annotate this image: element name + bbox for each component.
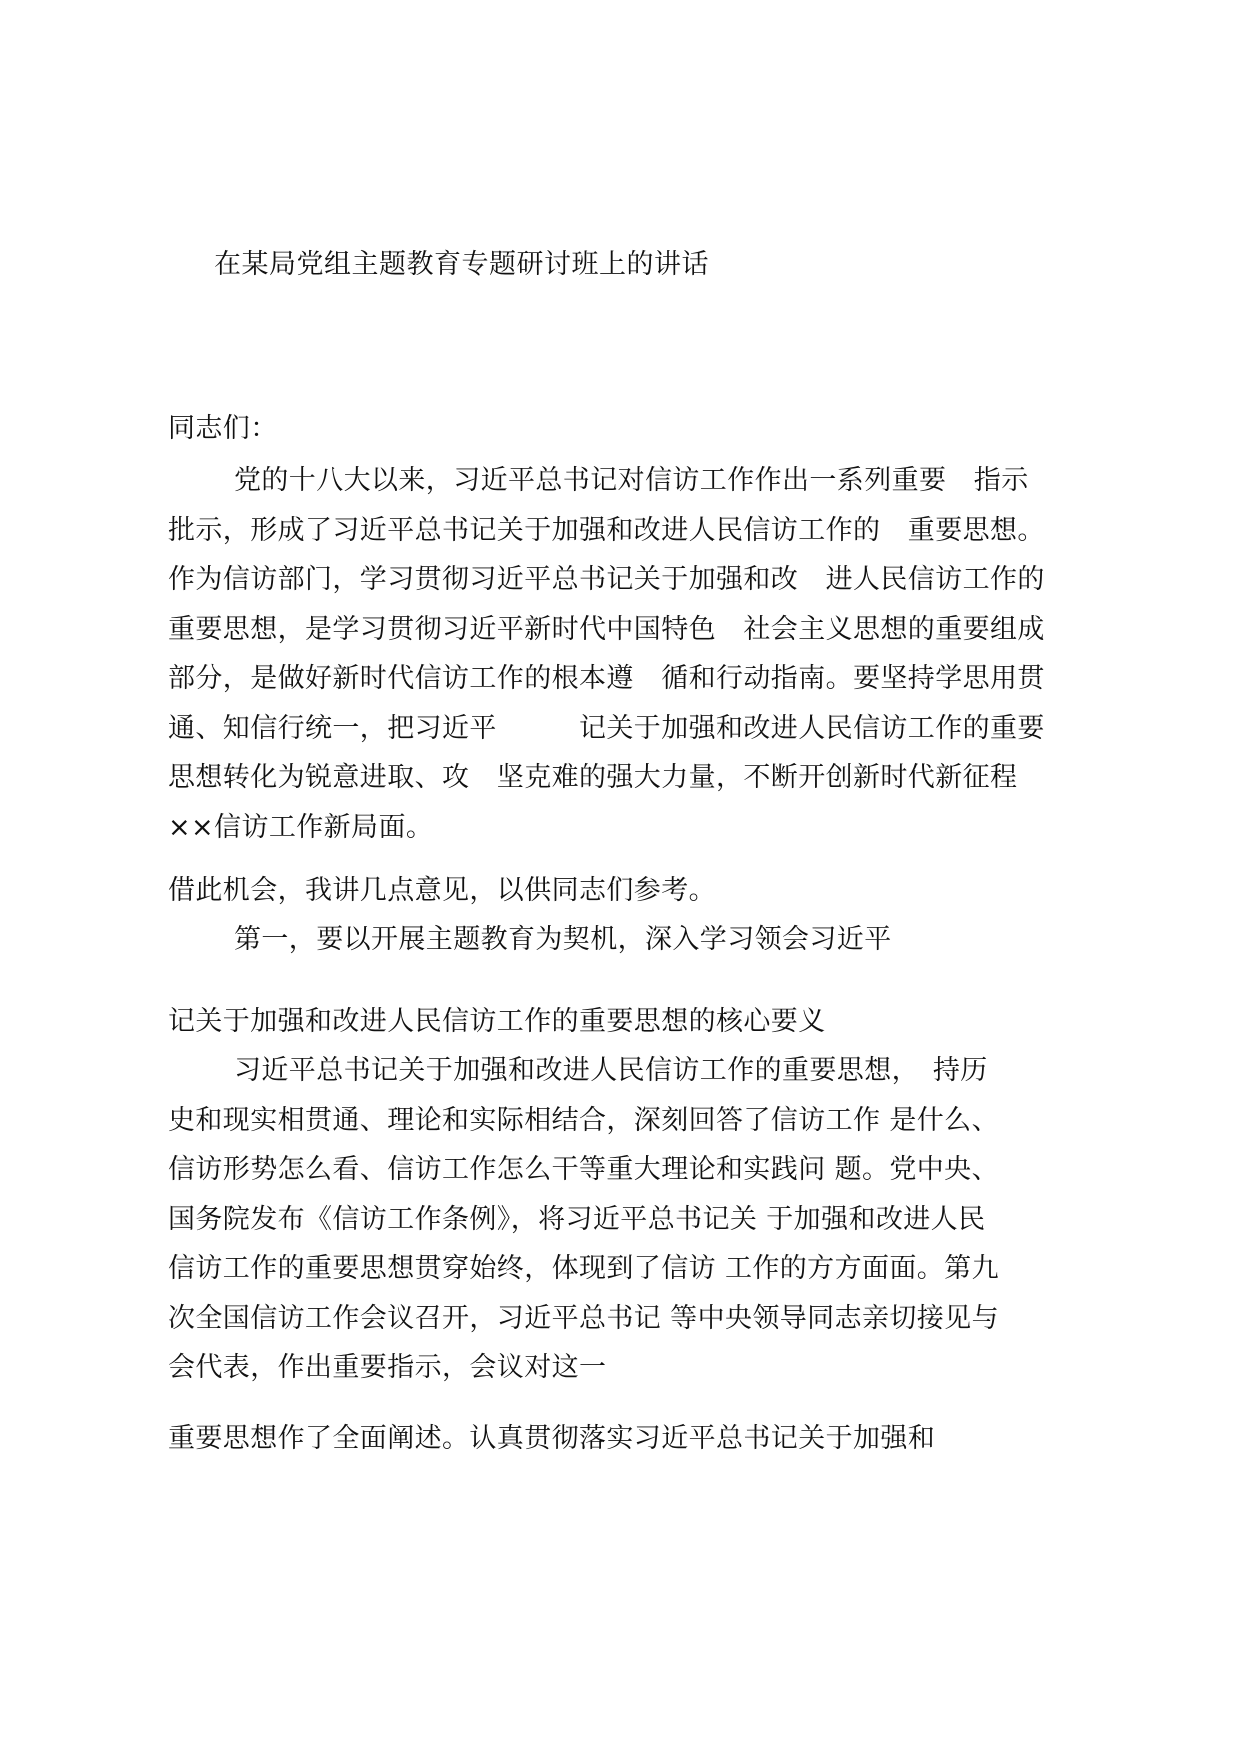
paragraph-5-line: 会代表，作出重要指示，会议对这一 bbox=[168, 1352, 607, 1383]
paragraph-5-line: 信访工作的重要思想贯穿始终，体现到了信访 工作的方方面面。第九 bbox=[168, 1253, 999, 1284]
paragraph-5-line: 次全国信访工作会议召开，习近平总书记 等中央领导同志亲切接见与 bbox=[168, 1302, 999, 1334]
section-heading-line: 记关于加强和改进人民信访工作的重要思想的核心要义 bbox=[168, 1006, 826, 1037]
paragraph-5-line: 国务院发布《信访工作条例》，将习近平总书记关 于加强和改进人民 bbox=[168, 1203, 986, 1235]
paragraph-5-line: 史和现实相贯通、理论和实际相结合，深刻回答了信访工作 是什么、 bbox=[168, 1104, 999, 1136]
paragraph-6 bbox=[168, 1414, 1128, 1464]
paragraph-1-line: 批示，形成了习近平总书记关于加强和改进人民信访工作的 重要思想。 bbox=[168, 514, 1045, 546]
paragraph-1-line: ××信访工作新局面。 bbox=[168, 811, 434, 843]
document-title: 在某局党组主题教育专题研讨班上的讲话 bbox=[214, 249, 709, 280]
paragraph-1-line: 党的十八大以来，习近平总书记对信访工作作出一系列重要 指示 bbox=[234, 465, 1029, 496]
section-heading-line: 第一，要以开展主题教育为契机，深入学习领会习近平 bbox=[234, 924, 892, 955]
paragraph-1-line: 作为信访部门，学习贯彻习近平总书记关于加强和改 进人民信访工作的 bbox=[168, 564, 1045, 595]
paragraph-4 bbox=[168, 997, 1128, 1047]
salutation-line: 同志们： bbox=[168, 413, 278, 444]
salutation bbox=[168, 404, 1128, 454]
paragraph-1-line: 通、知信行统一，把习近平 记关于加强和改进人民信访工作的重要 bbox=[168, 712, 1045, 744]
paragraph-1-line: 思想转化为锐意进取、攻 坚克难的强大力量，不断开创新时代新征程 bbox=[168, 762, 1018, 793]
paragraph-5 bbox=[168, 1046, 1128, 1393]
paragraph-1-line: 部分，是做好新时代信访工作的根本遵 循和行动指南。要坚持学思用贯 bbox=[168, 663, 1045, 694]
paragraph-1-line: 重要思想，是学习贯彻习近平新时代中国特色 社会主义思想的重要组成 bbox=[168, 613, 1045, 645]
paragraph-1 bbox=[168, 456, 1128, 852]
paragraph-3 bbox=[168, 915, 1128, 965]
paragraph-2 bbox=[168, 866, 1128, 916]
paragraph-6-line: 重要思想作了全面阐述。认真贯彻落实习近平总书记关于加强和 bbox=[168, 1423, 936, 1454]
paragraph-5-line: 信访形势怎么看、信访工作怎么干等重大理论和实践问 题。党中央、 bbox=[168, 1154, 999, 1185]
paragraph-5-line: 习近平总书记关于加强和改进人民信访工作的重要思想， 持历 bbox=[234, 1055, 988, 1086]
paragraph-2-line: 借此机会，我讲几点意见，以供同志们参考。 bbox=[168, 875, 716, 906]
